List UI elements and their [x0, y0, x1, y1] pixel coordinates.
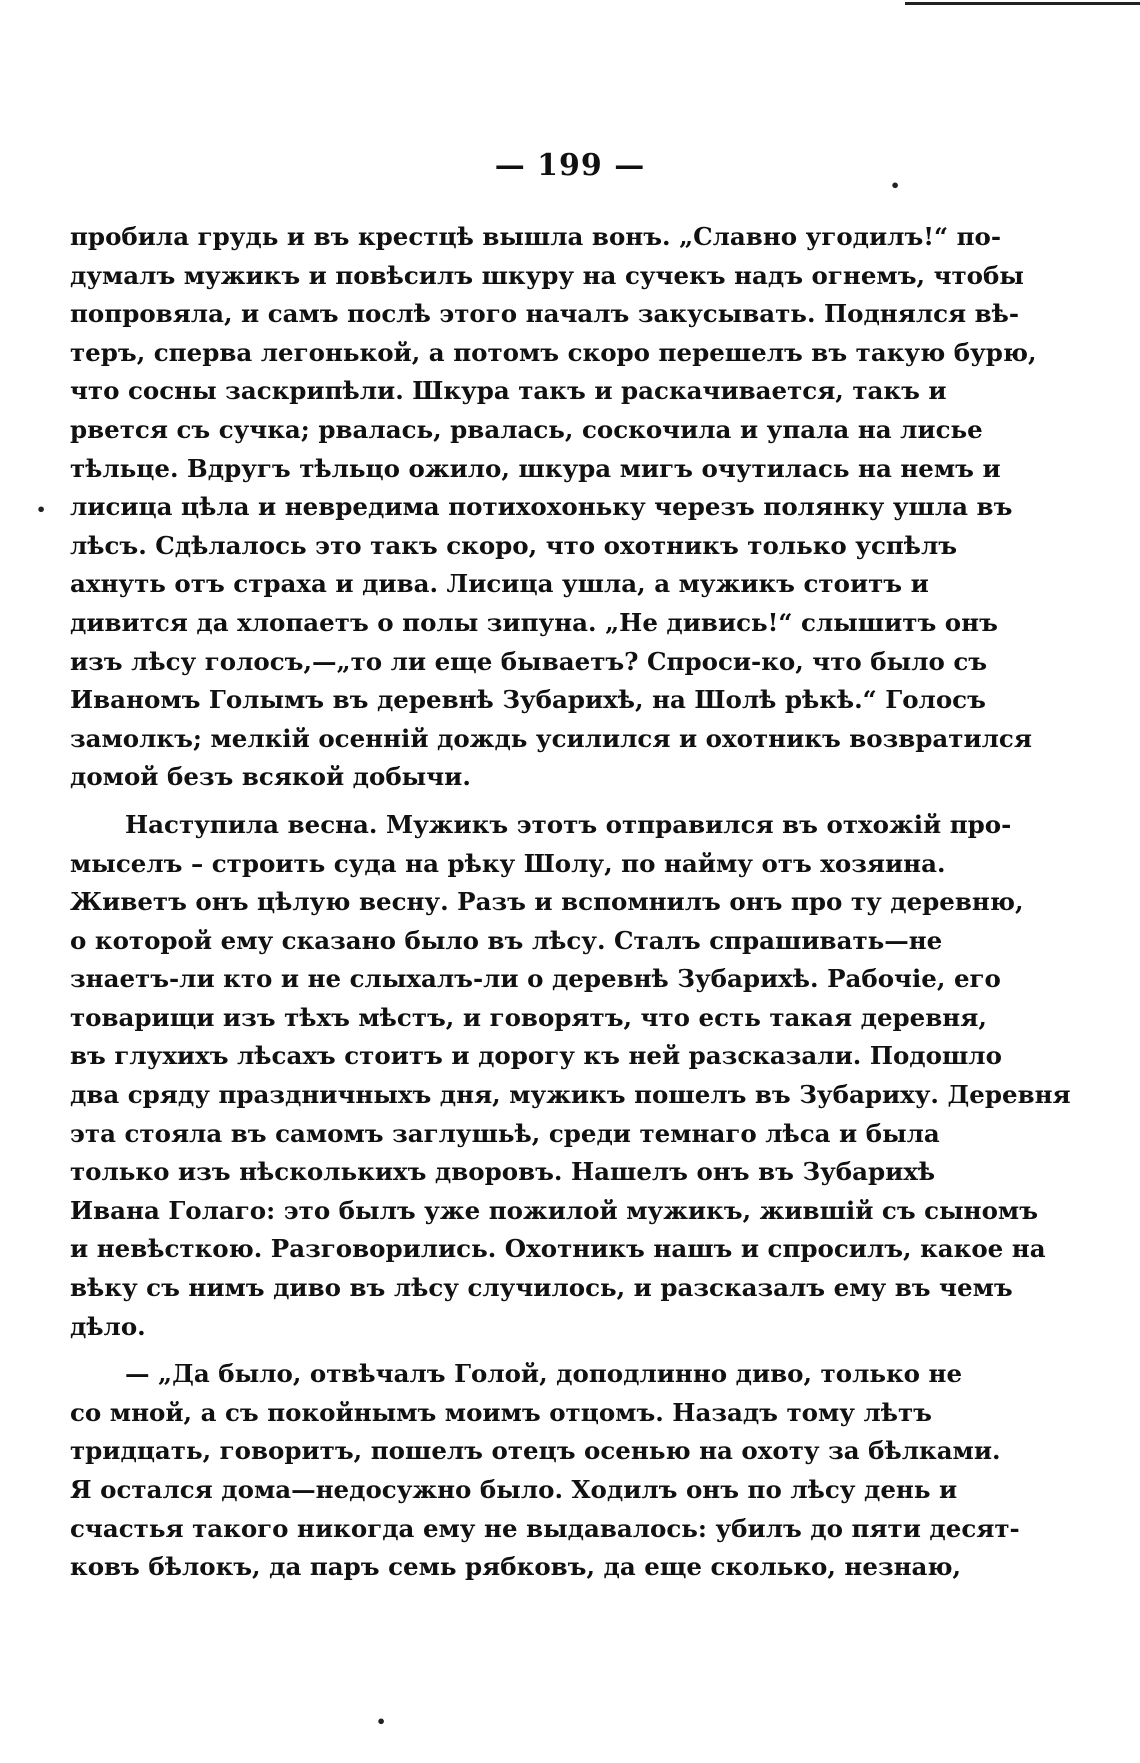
- paragraph-gap: [70, 1346, 878, 1355]
- body-text: [70, 218, 1071, 1587]
- paragraph-3: [70, 1355, 1020, 1587]
- margin-mark-left: •: [36, 500, 47, 519]
- text-line: тридцать, говоритъ, пошелъ отецъ осенью на охоту за бѣлками.: [70, 1436, 1001, 1466]
- text-line: Я остался дома—недосужно было. Ходилъ онъ по лѣсу день и: [70, 1475, 958, 1504]
- text-line: Наступила весна. Мужикъ этотъ отправился въ отхожій про-: [125, 809, 1012, 839]
- text-line: теръ, сперва легонькой, а потомъ скоро перешелъ въ такую бурю,: [70, 337, 1037, 367]
- text-line: два сряду праздничныхъ дня, мужикъ пошелъ въ Зубариху. Деревня: [70, 1080, 1071, 1110]
- text-line: ахнуть отъ страха и дива. Лисица ушла, а мужикъ стоитъ и: [70, 569, 929, 599]
- paragraph-2: [70, 806, 1071, 1346]
- text-line: дивится да хлопаетъ о полы зипуна. „Не дивись!“ слышитъ онъ: [70, 607, 998, 637]
- text-line: знаетъ-ли кто и не слыхалъ-ли о деревнѣ Зубарихѣ. Рабочіе, его: [70, 964, 1001, 994]
- text-line: пробила грудь и въ крестцѣ вышла вонъ. „Славно угодилъ!“ по-: [70, 222, 1002, 251]
- text-line: Ивана Голаго: это былъ уже пожилой мужикъ, жившій съ сыномъ: [70, 1195, 1038, 1225]
- margin-mark-right: •: [890, 176, 901, 195]
- text-line: думалъ мужикъ и повѣсилъ шкуру на сучекъ надъ огнемъ, чтобы: [70, 260, 1024, 290]
- margin-mark-bottom: •: [376, 1712, 387, 1731]
- text-line: Иваномъ Голымъ въ деревнѣ Зубарихѣ, на Шолѣ рѣкѣ.“ Голосъ: [70, 685, 986, 715]
- text-line: лѣсъ. Сдѣлалось это такъ скоро, что охотникъ только успѣлъ: [70, 530, 958, 560]
- text-line: со мной, а съ покойнымъ моимъ отцомъ. Назадъ тому лѣтъ: [70, 1397, 932, 1427]
- text-line: домой безъ всякой добычи.: [70, 762, 471, 792]
- text-line: дѣло.: [70, 1311, 146, 1341]
- text-line: счастья такого никогда ему не выдавалось: убилъ до пяти десят-: [70, 1513, 1020, 1543]
- page-number: — 199 —: [494, 148, 646, 183]
- text-line: изъ лѣсу голосъ,—„то ли еще бываетъ? Спроси-ко, что было съ: [70, 646, 988, 676]
- text-line: о которой ему сказано было въ лѣсу. Сталъ спрашивать—не: [70, 925, 943, 955]
- paragraph-gap: [70, 797, 878, 806]
- text-line: въ глухихъ лѣсахъ стоитъ и дорогу къ ней разсказали. Подошло: [70, 1041, 1002, 1071]
- text-line: эта стояла въ самомъ заглушьѣ, среди темнаго лѣса и была: [70, 1118, 940, 1148]
- text-line: попровяла, и самъ послѣ этого началъ закусывать. Поднялся вѣ-: [70, 299, 1020, 329]
- text-line: товарищи изъ тѣхъ мѣстъ, и говорятъ, что есть такая деревня,: [70, 1002, 987, 1032]
- top-edge-rule: [905, 2, 1140, 5]
- text-line: Живетъ онъ цѣлую весну. Разъ и вспомнилъ онъ про ту деревню,: [70, 887, 1024, 917]
- text-line: — „Да было, отвѣчалъ Голой, доподлинно диво, только не: [125, 1359, 963, 1389]
- paragraph-1: [70, 218, 1037, 797]
- text-line: вѣку съ нимъ диво въ лѣсу случилось, и разсказалъ ему въ чемъ: [70, 1273, 1013, 1303]
- text-line: тѣльце. Вдругъ тѣльцо ожило, шкура мигъ очутилась на немъ и: [70, 453, 1001, 483]
- text-line: только изъ нѣсколькихъ дворовъ. Нашелъ онъ въ Зубарихѣ: [70, 1157, 936, 1187]
- text-line: мыселъ – строить суда на рѣку Шолу, по найму отъ хозяина.: [70, 848, 946, 878]
- text-line: лисица цѣла и невредима потихохоньку черезъ полянку ушла въ: [70, 492, 1013, 522]
- text-line: замолкъ; мелкій осенній дождь усилился и охотникъ возвратился: [70, 723, 1032, 753]
- text-line: и невѣсткою. Разговорились. Охотникъ нашъ и спросилъ, какое на: [70, 1234, 1046, 1264]
- text-line: рвется съ сучка; рвалась, рвалась, соскочила и упала на лисье: [70, 414, 983, 444]
- text-line: что сосны заскрипѣли. Шкура такъ и раскачивается, такъ и: [70, 376, 947, 406]
- text-line: ковъ бѣлокъ, да паръ семь рябковъ, да еще сколько, незнаю,: [70, 1552, 962, 1582]
